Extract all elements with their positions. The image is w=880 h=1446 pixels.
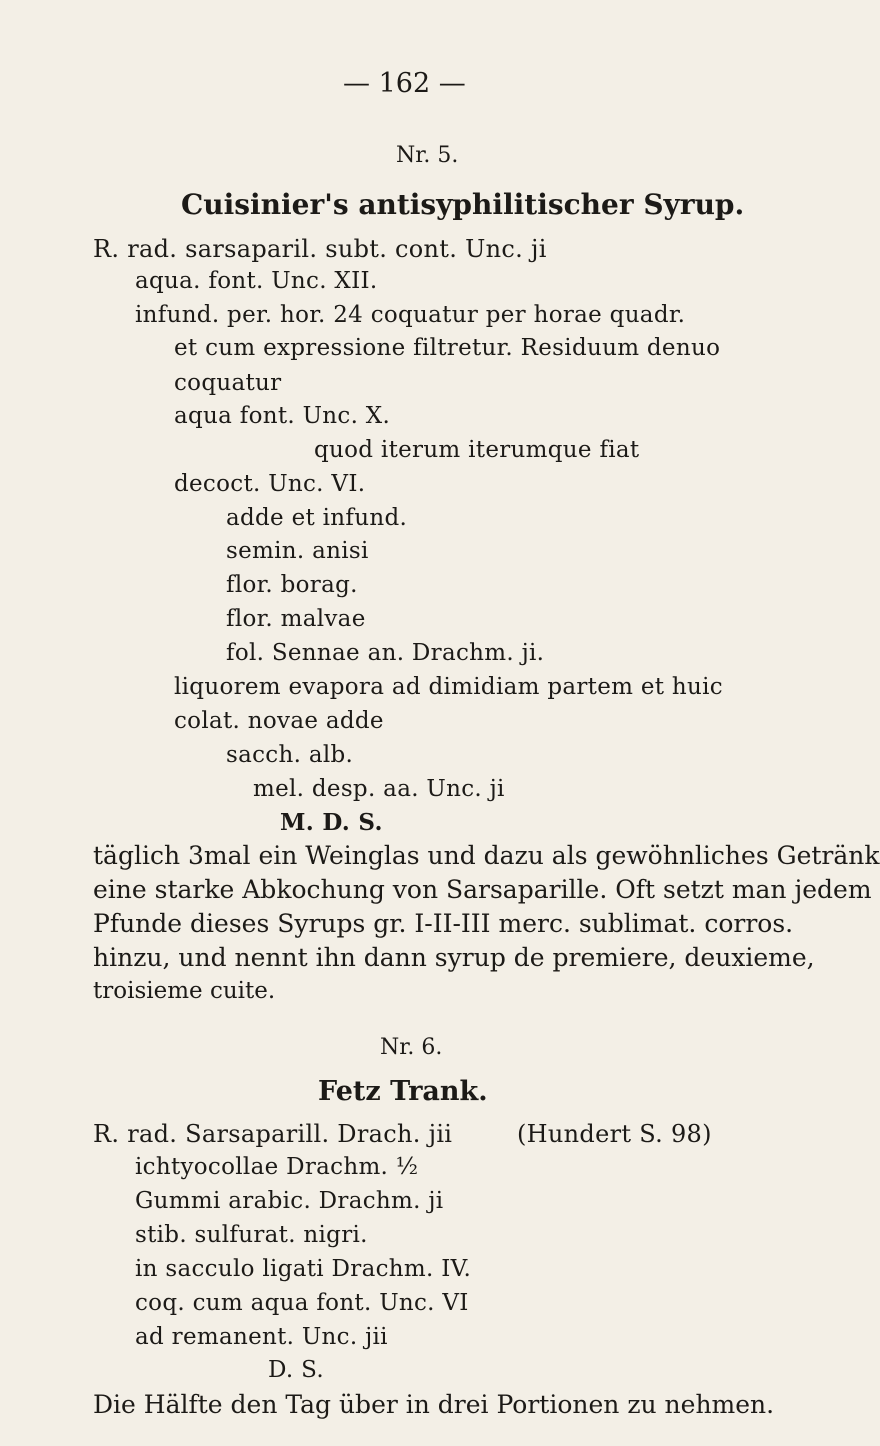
recipe-text: eine starke Abkochung von Sarsaparille. Oft setzt man jedem <box>93 875 872 904</box>
recipe-line: aqua font. Unc. X. <box>174 403 391 429</box>
recipe-text: troisieme cuite. <box>93 978 276 1004</box>
recipe-line: et cum expressione filtretur. Residuum denuo <box>174 335 721 361</box>
recipe-line: semin. anisi <box>226 538 369 564</box>
recipe-line: mel. desp. aa. Unc. ji <box>253 776 505 802</box>
recipe-line: (Hundert S. 98) <box>517 1120 712 1148</box>
recipe-line: fol. Sennae an. Drachm. ji. <box>226 640 545 666</box>
recipe-line: stib. sulfurat. nigri. <box>135 1222 368 1248</box>
recipe-line: R. rad. Sarsaparill. Drach. jii <box>93 1120 453 1148</box>
recipe-line: in sacculo ligati Drachm. IV. <box>135 1256 472 1282</box>
recipe-line: flor. borag. <box>226 572 358 598</box>
recipe-title: Cuisinier's antisyphilitischer Syrup. <box>181 188 745 221</box>
recipe-line: liquorem evapora ad dimidiam partem et huic <box>174 674 723 700</box>
recipe-line: Gummi arabic. Drachm. ji <box>135 1188 444 1214</box>
recipe-number: Nr. 6. <box>380 1035 443 1060</box>
recipe-text: Pfunde dieses Syrups gr. I-II-III merc. sublimat. corros. <box>93 909 794 938</box>
recipe-text: hinzu, und nennt ihn dann syrup de premiere, deuxieme, <box>93 943 815 972</box>
recipe-number: Nr. 5. <box>396 143 459 168</box>
recipe-line: coq. cum aqua font. Unc. VI <box>135 1290 469 1316</box>
recipe-text: Die Hälfte den Tag über in drei Portionen zu nehmen. <box>93 1390 775 1419</box>
page-number: — 162 — <box>343 68 466 99</box>
recipe-text: täglich 3mal ein Weinglas und dazu als gewöhnliches Getränk <box>93 841 880 870</box>
recipe-line: colat. novae adde <box>174 708 384 734</box>
recipe-line: D. S. <box>268 1357 324 1383</box>
recipe-title: Fetz Trank. <box>318 1076 488 1107</box>
recipe-line: adde et infund. <box>226 505 408 531</box>
recipe-line: sacch. alb. <box>226 742 354 768</box>
recipe-line: aqua. font. Unc. XII. <box>135 268 378 294</box>
recipe-line: ichtyocollae Drachm. ½ <box>135 1154 419 1180</box>
recipe-line: flor. malvae <box>226 606 366 632</box>
recipe-line: R. rad. sarsaparil. subt. cont. Unc. ji <box>93 235 547 263</box>
recipe-line: decoct. Unc. VI. <box>174 471 366 497</box>
recipe-line: quod iterum iterumque fiat <box>314 437 640 463</box>
recipe-line: M. D. S. <box>280 809 383 836</box>
recipe-line: coquatur <box>174 370 282 396</box>
recipe-line: ad remanent. Unc. jii <box>135 1324 388 1350</box>
recipe-line: infund. per. hor. 24 coquatur per horae quadr. <box>135 302 686 328</box>
